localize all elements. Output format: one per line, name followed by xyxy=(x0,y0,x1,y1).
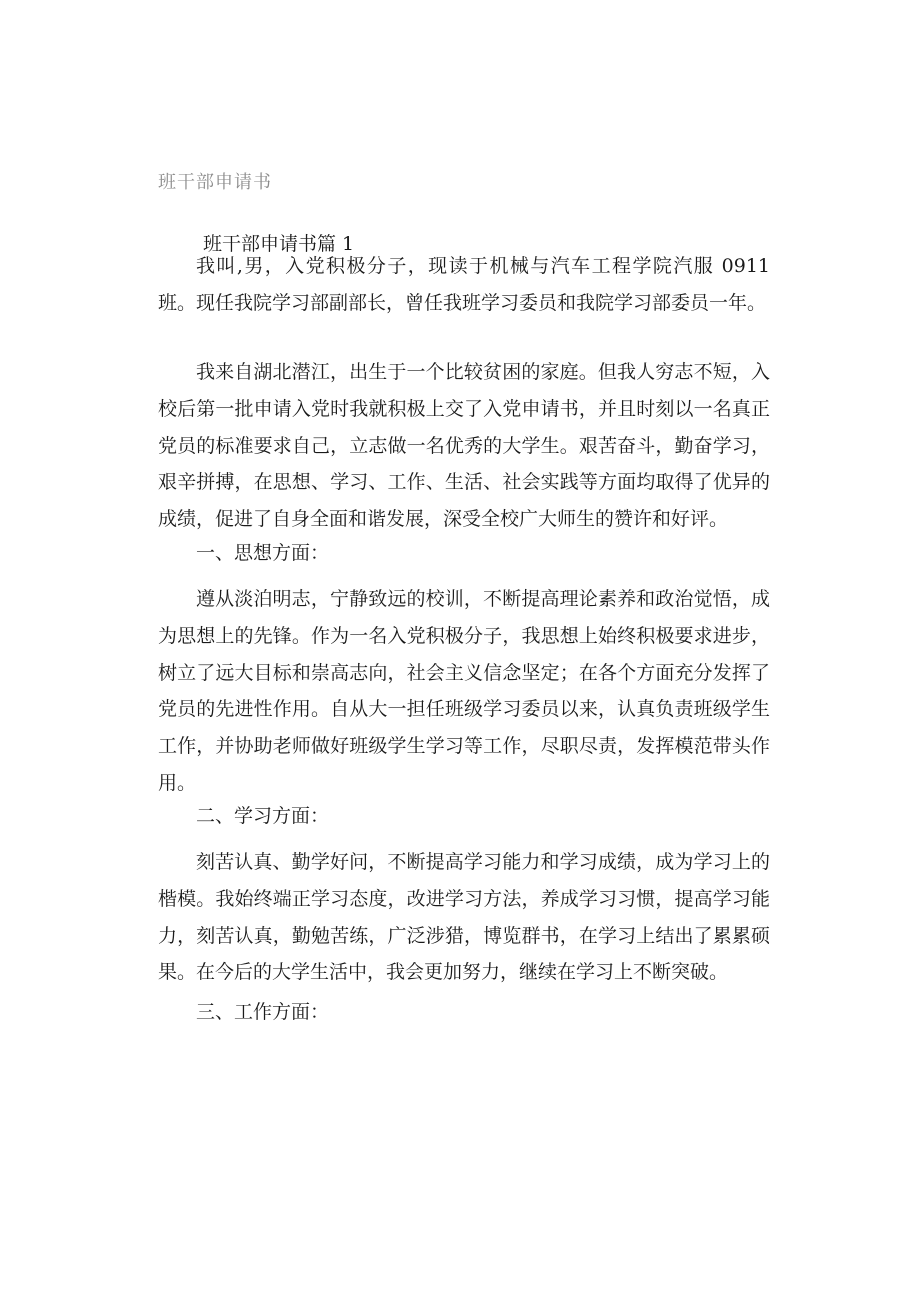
document-header-title: 班干部申请书 xyxy=(158,172,272,193)
article-title: 班干部申请书篇 1 xyxy=(203,233,355,255)
section-heading-thought: 一、思想方面： xyxy=(196,542,330,564)
paragraph-intro: 我叫,男，入党积极分子，现读于机械与汽车工程学院汽服 0911 班。现任我院学习部副部长，曾任我班学习委员和我院学习部委员一年。 xyxy=(158,255,770,314)
paragraph-study: 刻苦认真、勤学好问，不断提高学习能力和学习成绩，成为学习上的楷模。我始终端正学习态度，改进学习方法，养成学习习惯，提高学习能力，刻苦认真，勤勉苦练，广泛涉猎，博览群书，在学习上结出了累累硕果。在今后的大学生活中，我会更加努力，继续在学习上不断突破。 xyxy=(158,851,770,984)
section-heading-work: 三、工作方面： xyxy=(196,1001,330,1023)
paragraph-background: 我来自湖北潜江，出生于一个比较贫困的家庭。但我人穷志不短，入校后第一批申请入党时我就积极上交了入党申请书，并且时刻以一名真正党员的标准要求自己，立志做一名优秀的大学生。艰苦奋斗，勤奋学习，艰辛拼搏，在思想、学习、工作、生活、社会实践等方面均取得了优异的成绩，促进了自身全面和谐发展，深受全校广大师生的赞许和好评。 xyxy=(158,361,770,531)
paragraph-thought: 遵从淡泊明志，宁静致远的校训，不断提高理论素养和政治觉悟，成为思想上的先锋。作为一名入党积极分子，我思想上始终积极要求进步，树立了远大目标和崇高志向，社会主义信念坚定；在各个方面充分发挥了党员的先进性作用。自从大一担任班级学习委员以来，认真负责班级学生工作，并协助老师做好班级学生学习等工作，尽职尽责，发挥模范带头作用。 xyxy=(158,588,770,794)
section-heading-study: 二、学习方面： xyxy=(196,805,330,827)
